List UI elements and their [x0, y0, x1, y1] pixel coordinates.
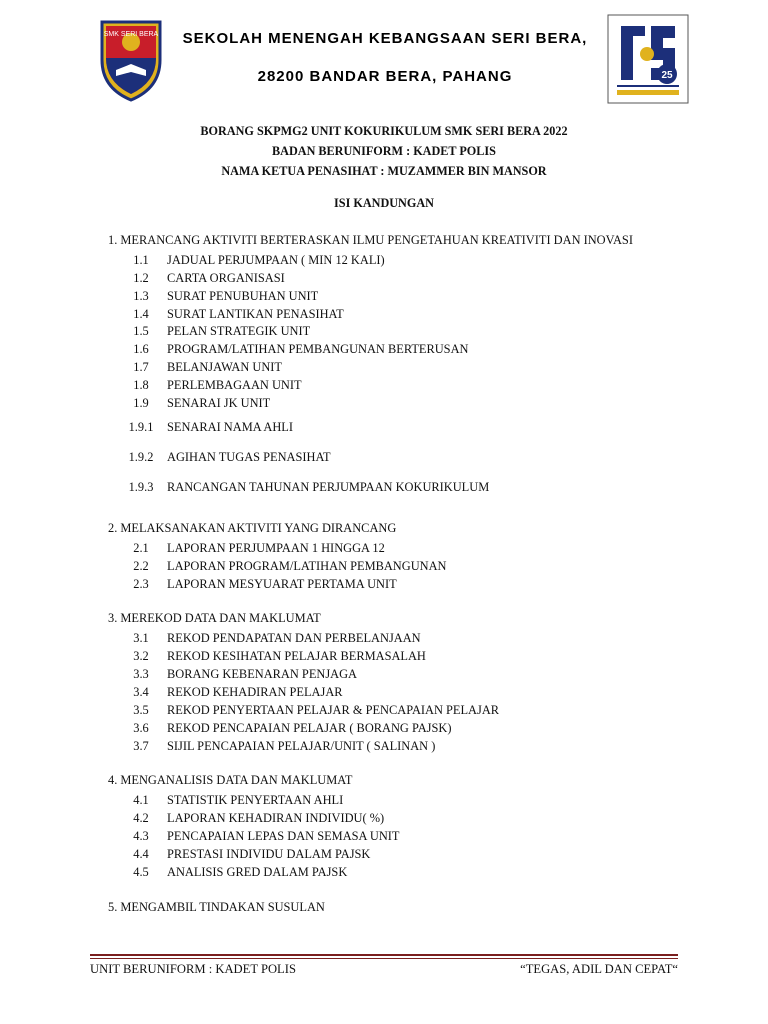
- item-text: PENCAPAIAN LEPAS DAN SEMASA UNIT: [167, 829, 400, 843]
- item-number: 3.3: [133, 667, 149, 681]
- list-item: [126, 665, 357, 683]
- item-number: 1.1: [133, 253, 149, 267]
- document-title-block: [0, 121, 768, 181]
- list-item: [126, 827, 399, 845]
- item-number: 3.2: [133, 649, 149, 663]
- item-number: 3.7: [133, 739, 149, 753]
- item-text: REKOD KESIHATAN PELAJAR BERMASALAH: [167, 649, 426, 663]
- item-text: REKOD KEHADIRAN PELAJAR: [167, 685, 343, 699]
- item-number: 1.5: [133, 324, 149, 338]
- item-number: 1.7: [133, 360, 149, 374]
- list-item: [126, 719, 451, 737]
- list-item: [126, 683, 343, 701]
- list-item: [126, 557, 447, 575]
- list-item: [126, 287, 318, 305]
- item-number: 1.9.2: [128, 450, 154, 464]
- list-item: [126, 413, 293, 441]
- item-text: BORANG KEBENARAN PENJAGA: [167, 667, 357, 681]
- list-item: [126, 845, 370, 863]
- document-title: BORANG SKPMG2 UNIT KOKURIKULUM SMK SERI BERA 2022: [200, 124, 568, 138]
- item-number: 4.5: [133, 865, 149, 879]
- document-subtitle-unit: BADAN BERUNIFORM : KADET POLIS: [272, 144, 496, 158]
- list-item: [126, 737, 435, 755]
- item-text: BELANJAWAN UNIT: [167, 360, 282, 374]
- item-text: PRESTASI INDIVIDU DALAM PAJSK: [167, 847, 371, 861]
- item-number: 3.4: [133, 685, 149, 699]
- list-item: [126, 305, 344, 323]
- item-text: SURAT LANTIKAN PENASIHAT: [167, 307, 344, 321]
- item-text: LAPORAN MESYUARAT PERTAMA UNIT: [167, 577, 397, 591]
- item-text: SENARAI NAMA AHLI: [167, 420, 293, 434]
- list-item: [126, 340, 468, 358]
- list-item: [126, 473, 489, 501]
- item-text: JADUAL PERJUMPAAN ( MIN 12 KALI): [167, 253, 385, 267]
- item-text: REKOD PENCAPAIAN PELAJAR ( BORANG PAJSK): [167, 721, 452, 735]
- anniversary-number: 25: [661, 70, 673, 81]
- item-number: 1.9.1: [128, 420, 154, 434]
- toc-heading: [0, 193, 768, 213]
- crest-text: SMK SERI BERA: [103, 31, 159, 38]
- item-text: LAPORAN KEHADIRAN INDIVIDU( %): [167, 811, 385, 825]
- section-title: 5. MENGAMBIL TINDAKAN SUSULAN: [108, 900, 325, 914]
- footer-divider-thin: [90, 958, 678, 959]
- list-item: [126, 629, 421, 647]
- item-number: 1.9: [133, 396, 149, 410]
- list-item: [126, 701, 499, 719]
- list-item: [126, 647, 426, 665]
- list-item: [126, 575, 397, 593]
- item-text: CARTA ORGANISASI: [167, 271, 285, 285]
- item-number: 1.6: [133, 342, 149, 356]
- item-number: 2.1: [133, 541, 149, 555]
- item-text: ANALISIS GRED DALAM PAJSK: [167, 865, 348, 879]
- item-number: 1.2: [133, 271, 149, 285]
- item-text: SIJIL PENCAPAIAN PELAJAR/UNIT ( SALINAN ): [167, 739, 436, 753]
- list-item: [126, 269, 285, 287]
- footer-motto: “TEGAS, ADIL DAN CEPAT“: [520, 962, 678, 976]
- section-title: 1. MERANCANG AKTIVITI BERTERASKAN ILMU PENGETAHUAN KREATIVITI DAN INOVASI: [108, 233, 633, 247]
- item-number: 3.6: [133, 721, 149, 735]
- list-item: [126, 863, 347, 881]
- item-text: SENARAI JK UNIT: [167, 396, 271, 410]
- section-title: 4. MENGANALISIS DATA DAN MAKLUMAT: [108, 773, 353, 787]
- item-number: 2.3: [133, 577, 149, 591]
- item-number: 1.3: [133, 289, 149, 303]
- item-text: AGIHAN TUGAS PENASIHAT: [167, 450, 331, 464]
- list-item: [126, 251, 385, 269]
- list-item: [126, 443, 331, 471]
- item-number: 3.1: [133, 631, 149, 645]
- item-number: 4.1: [133, 793, 149, 807]
- school-crest-logo: [94, 12, 168, 102]
- anniversary-logo: [607, 14, 689, 104]
- item-text: RANCANGAN TAHUNAN PERJUMPAAN KOKURIKULUM: [167, 480, 490, 494]
- item-number: 1.9.3: [128, 480, 154, 494]
- document-subtitle-advisor: NAMA KETUA PENASIHAT : MUZAMMER BIN MANSOR: [221, 164, 547, 178]
- item-text: LAPORAN PERJUMPAAN 1 HINGGA 12: [167, 541, 385, 555]
- item-number: 4.3: [133, 829, 149, 843]
- school-address: 28200 BANDAR BERA, PAHANG: [257, 68, 513, 85]
- item-number: 3.5: [133, 703, 149, 717]
- item-text: REKOD PENDAPATAN DAN PERBELANJAAN: [167, 631, 421, 645]
- item-text: REKOD PENYERTAAN PELAJAR & PENCAPAIAN PELAJAR: [167, 703, 500, 717]
- item-number: 2.2: [133, 559, 149, 573]
- list-item: [126, 322, 310, 340]
- item-text: SURAT PENUBUHAN UNIT: [167, 289, 319, 303]
- section-title: 2. MELAKSANAKAN AKTIVITI YANG DIRANCANG: [108, 521, 397, 535]
- footer-divider: [90, 954, 678, 956]
- list-item: [126, 791, 343, 809]
- item-text: PROGRAM/LATIHAN PEMBANGUNAN BERTERUSAN: [167, 342, 469, 356]
- list-item: [126, 376, 302, 394]
- toc-heading-text: ISI KANDUNGAN: [334, 196, 434, 210]
- item-text: PERLEMBAGAAN UNIT: [167, 378, 302, 392]
- school-name: SEKOLAH MENENGAH KEBANGSAAN SERI BERA,: [182, 30, 588, 47]
- item-number: 4.4: [133, 847, 149, 861]
- list-item: [126, 809, 384, 827]
- footer-unit-name: UNIT BERUNIFORM : KADET POLIS: [90, 962, 296, 976]
- list-item: [126, 394, 270, 412]
- item-text: PELAN STRATEGIK UNIT: [167, 324, 311, 338]
- item-text: STATISTIK PENYERTAAN AHLI: [167, 793, 344, 807]
- list-item: [126, 358, 282, 376]
- item-text: LAPORAN PROGRAM/LATIHAN PEMBANGUNAN: [167, 559, 447, 573]
- item-number: 4.2: [133, 811, 149, 825]
- list-item: [126, 539, 385, 557]
- item-number: 1.4: [133, 307, 149, 321]
- section-title: 3. MEREKOD DATA DAN MAKLUMAT: [108, 611, 321, 625]
- item-number: 1.8: [133, 378, 149, 392]
